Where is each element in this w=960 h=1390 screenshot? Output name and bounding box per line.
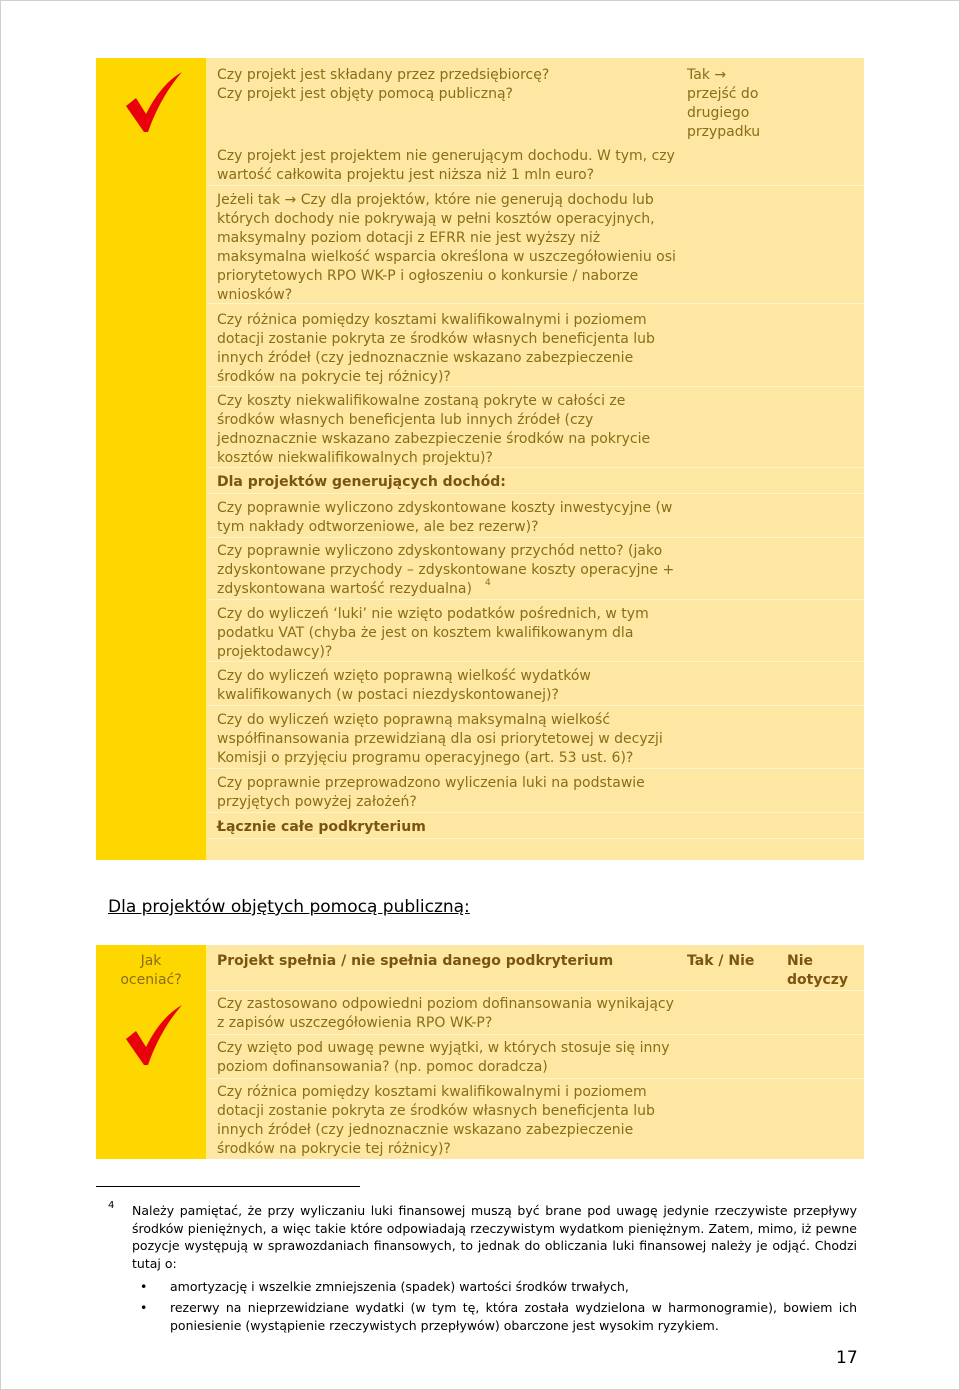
footnote-number: 4 xyxy=(108,1200,115,1211)
row-divider xyxy=(208,768,864,769)
question-gap-calculation: Czy poprawnie przeprowadzono wyliczenia luki na podstawie przyjętych powyżej założeń? xyxy=(217,775,645,810)
row-divider xyxy=(208,185,864,186)
header-not-applicable: Nie dotyczy xyxy=(787,953,849,988)
row-divider xyxy=(208,599,864,600)
question-indirect-taxes: Czy do wyliczeń ‘luki’ nie wzięto podatków pośrednich, w tym podatku VAT (chyba że jest on kosztem kwalifikowanym dla projektodawcy)? xyxy=(217,606,649,660)
row-divider xyxy=(208,1078,864,1079)
question-discounted-net-revenue: Czy poprawnie wyliczono zdyskontowany przychód netto? (jako zdyskontowane przychody – zdyskontowane koszty operacyjne + zdyskontowana wartość rezydualna) xyxy=(217,543,675,597)
row-divider xyxy=(208,990,864,991)
question-max-subsidy: Jeżeli tak → Czy dla projektów, które nie generują dochodu lub których dochody nie pokrywają w pełni kosztów operacyjnych, maksymalny poziom dotacji z EFRR nie jest wyższy niż maksymalna wielkość wsparcia określona w uszczegółowieniu osi priorytetowych RPO WK-P i ogłoszeniu o konkursie / naborze wniosków? xyxy=(217,192,676,303)
assessment-column xyxy=(96,58,206,860)
criteria-table-2 xyxy=(96,945,864,1159)
row-divider xyxy=(208,661,864,662)
row-divider xyxy=(208,705,864,706)
row-divider xyxy=(208,537,864,538)
footnote-reference: 4 xyxy=(485,578,491,588)
footnote-bullet-item xyxy=(140,1299,857,1334)
row-divider xyxy=(208,812,864,813)
side-note-go-to-second-case: Tak → przejść do drugiego przypadku xyxy=(687,67,761,140)
question-exceptions: Czy wzięto pod uwagę pewne wyjątki, w których stosuje się inny poziom dofinansowania? (np. pomoc doradcza) xyxy=(217,1040,670,1075)
footnote-bullet-item xyxy=(140,1278,857,1296)
row-divider xyxy=(208,838,864,839)
section-heading-public-aid: Dla projektów objętych pomocą publiczną: xyxy=(108,897,470,917)
row-divider xyxy=(208,467,864,468)
row-divider xyxy=(208,1034,864,1035)
question-eligible-expenditure: Czy do wyliczeń wzięto poprawną wielkość wydatków kwalifikowanych (w postaci niezdyskontowanej)? xyxy=(217,668,591,703)
criteria-table-1 xyxy=(96,58,864,860)
page-number: 17 xyxy=(836,1348,858,1368)
header-criterion: Projekt spełnia / nie spełnia danego podkryterium xyxy=(217,953,614,969)
total-subcriterion: Łącznie całe podkryterium xyxy=(217,819,426,835)
footnote-bullet-text: rezerwy na nieprzewidziane wydatki (w tym tę, która została wydzielona w harmonogramie), bowiem ich poniesienie (wystąpienie rzeczywistych przepływów) obarczone jest wysokim ryzykiem. xyxy=(170,1300,857,1333)
bullet-dot-icon: • xyxy=(140,1300,148,1315)
question-max-cofinancing: Czy do wyliczeń wzięto poprawną maksymalną wielkość współfinansowania przewidzianą dla osi priorytetowej w decyzji Komisji o przyjęciu programu operacyjnego (art. 53 ust. 6)? xyxy=(217,712,663,766)
question-difference-coverage: Czy różnica pomiędzy kosztami kwalifikowalnymi i poziomem dotacji zostanie pokryta ze środków własnych beneficjenta lub innych źródeł (czy jednoznacznie wskazano zabezpieczenie środków na pokrycie tej różnicy)? xyxy=(217,1084,655,1157)
question-entrepreneur-public-aid: Czy projekt jest składany przez przedsiębiorcę? Czy projekt jest objęty pomocą publiczną? xyxy=(217,67,550,102)
row-divider xyxy=(208,386,864,387)
subheading-revenue-generating: Dla projektów generujących dochód: xyxy=(217,474,506,490)
question-discounted-investment-costs: Czy poprawnie wyliczono zdyskontowane koszty inwestycyjne (w tym nakłady odtworzeniowe, ale bez rezerw)? xyxy=(217,500,673,535)
bullet-dot-icon: • xyxy=(140,1279,148,1294)
question-difference-coverage: Czy różnica pomiędzy kosztami kwalifikowalnymi i poziomem dotacji zostanie pokryta ze środków własnych beneficjenta lub innych źródeł (czy jednoznacznie wskazano zabezpieczenie środków na pokrycie tej różnicy)? xyxy=(217,312,655,385)
footnote-text: Należy pamiętać, że przy wyliczaniu luki finansowej muszą być brane pod uwagę jedynie rzeczywiste przepływy środków pieniężnych, a więc takie które odpowiadają rzeczywistym wydatkom pieniężnym. Zatem, mimo, iż pewne pozycje występują w sprawozdaniach finansowych, to jednak do obliczania luki finansowej należy je odjąć. Chodzi tutaj o: xyxy=(132,1203,857,1271)
question-cofinancing-level: Czy zastosowano odpowiedni poziom dofinansowania wynikający z zapisów uszczegółowienia RPO WK-P? xyxy=(217,996,674,1031)
question-ineligible-costs: Czy koszty niekwalifikowalne zostaną pokryte w całości ze środków własnych beneficjenta lub innych źródeł (czy jednoznacznie wskazano zabezpieczenie środków na pokrycie kosztów niekwalifikowalnych projektu)? xyxy=(217,393,651,466)
footnote-separator xyxy=(96,1186,360,1187)
checkmark-icon xyxy=(122,70,186,134)
row-divider xyxy=(208,493,864,494)
checkmark-icon xyxy=(122,1003,186,1067)
question-non-revenue-project: Czy projekt jest projektem nie generującym dochodu. W tym, czy wartość całkowita projektu jest niższa niż 1 mln euro? xyxy=(217,148,675,183)
header-yes-no: Tak / Nie xyxy=(687,953,755,969)
footnote-bullet-text: amortyzację i wszelkie zmniejszenia (spadek) wartości środków trwałych, xyxy=(170,1279,629,1294)
row-divider xyxy=(208,303,864,304)
how-to-assess-label: Jak oceniać? xyxy=(120,953,182,988)
